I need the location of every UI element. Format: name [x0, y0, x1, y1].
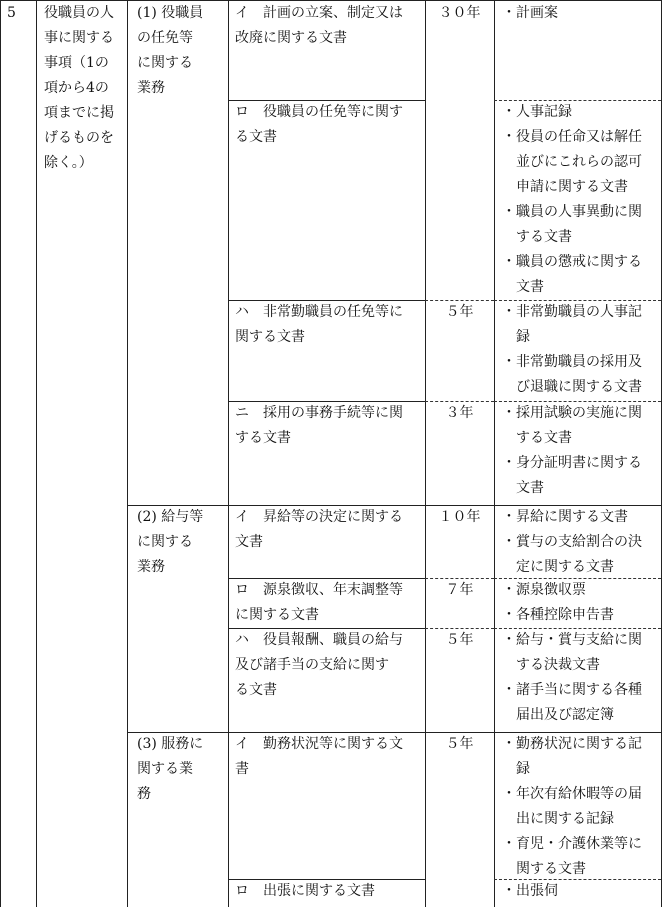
example-item: ・勤務状況に関する記	[502, 736, 642, 752]
item-title: 改廃に関する文書	[235, 30, 347, 46]
item-title: ハ 役員報酬、職員の給与	[235, 632, 403, 648]
example-item: ・源泉徴収票	[502, 582, 586, 598]
item-title: ロ 源泉徴収、年末調整等	[235, 582, 403, 598]
category-label: 役職員の人	[44, 5, 114, 21]
item-title: 書	[235, 761, 249, 777]
item-title: 及び諸手当の支給に関す	[235, 657, 389, 673]
retention-period: ３年	[445, 405, 474, 421]
group-label: に関する	[137, 55, 193, 71]
example-item: する文書	[516, 229, 572, 245]
example-item: ・育児・介護休業等に	[502, 836, 642, 852]
item-title: ロ 役職員の任免等に関す	[235, 104, 403, 120]
group-label: 業務	[137, 559, 165, 575]
item-title: ハ 非常勤職員の任免等に	[235, 304, 403, 320]
example-item: 定に関する文書	[516, 559, 614, 575]
example-item: ・非常勤職員の人事記	[502, 304, 642, 320]
category-label: 除く。）	[44, 155, 93, 171]
example-item: ・採用試験の実施に関	[502, 405, 642, 421]
retention-period: ３０年	[438, 5, 481, 21]
example-item: ・非常勤職員の採用及	[502, 354, 642, 370]
column-border	[0, 0, 1, 907]
retention-period: ５年	[445, 632, 474, 648]
group-label: (2) 給与等	[137, 509, 204, 525]
group-label: 関する業	[137, 761, 193, 777]
example-item: ・給与・賞与支給に関	[502, 632, 642, 648]
item-title: ロ 出張に関する文書	[235, 883, 375, 899]
group-label: 務	[137, 786, 151, 802]
item-title: イ 計画の立案、制定又は	[235, 5, 403, 21]
group-label: の任免等	[137, 30, 193, 46]
category-label: 事項（1の	[44, 55, 109, 71]
item-title: る文書	[235, 682, 277, 698]
example-item: ・諸手当に関する各種	[502, 682, 642, 698]
column-border	[127, 0, 128, 907]
item-title: ニ 採用の事務手続等に関	[235, 405, 403, 421]
example-item: 届出及び認定簿	[516, 707, 614, 723]
item-title: する文書	[235, 430, 291, 446]
retention-period: ５年	[445, 736, 474, 752]
item-title: 関する文書	[235, 329, 305, 345]
column-border	[425, 0, 426, 907]
column-border	[228, 0, 229, 907]
example-item: ・職員の人事異動に関	[502, 204, 642, 220]
example-item: び退職に関する文書	[516, 379, 642, 395]
retention-period: １０年	[438, 509, 481, 525]
group-label: に関する	[137, 534, 193, 550]
example-item: する文書	[516, 430, 572, 446]
group-label: (3) 服務に	[137, 736, 204, 752]
example-item: ・出張伺	[502, 883, 558, 899]
example-item: ・計画案	[502, 5, 558, 21]
category-label: 項から4の	[44, 80, 109, 96]
example-item: ・職員の懲戒に関する	[502, 254, 642, 270]
category-label: 項までに掲	[44, 105, 114, 121]
category-label: 事に関する	[44, 30, 114, 46]
example-item: ・各種控除申告書	[502, 607, 614, 623]
item-title: に関する文書	[235, 607, 319, 623]
column-border	[494, 0, 495, 907]
example-item: ・役員の任命又は解任	[502, 129, 642, 145]
example-item: 関する文書	[516, 861, 586, 877]
example-item: ・賞与の支給割合の決	[502, 534, 642, 550]
retention-period: ５年	[445, 304, 474, 320]
example-item: 出に関する記録	[516, 811, 614, 827]
row-number: 5	[7, 5, 16, 21]
example-item: 申請に関する文書	[516, 179, 628, 195]
example-item: する決裁文書	[516, 657, 600, 673]
item-title: 文書	[235, 534, 263, 550]
item-title: る文書	[235, 129, 277, 145]
retention-period: ７年	[445, 582, 474, 598]
example-item: ・人事記録	[502, 104, 572, 120]
example-item: ・昇給に関する文書	[502, 509, 628, 525]
example-item: ・年次有給休暇等の届	[502, 786, 642, 802]
example-item: 録	[516, 761, 530, 777]
item-title: イ 昇給等の決定に関する	[235, 509, 403, 525]
column-border	[36, 0, 37, 907]
example-item: 文書	[516, 480, 544, 496]
item-title: イ 勤務状況等に関する文	[235, 736, 403, 752]
example-item: ・身分証明書に関する	[502, 455, 642, 471]
example-item: 並びにこれらの認可	[516, 154, 642, 170]
group-label: (1) 役職員	[137, 5, 204, 21]
category-label: げるものを	[44, 130, 114, 146]
group-label: 業務	[137, 80, 165, 96]
example-item: 文書	[516, 279, 544, 295]
example-item: 録	[516, 329, 530, 345]
